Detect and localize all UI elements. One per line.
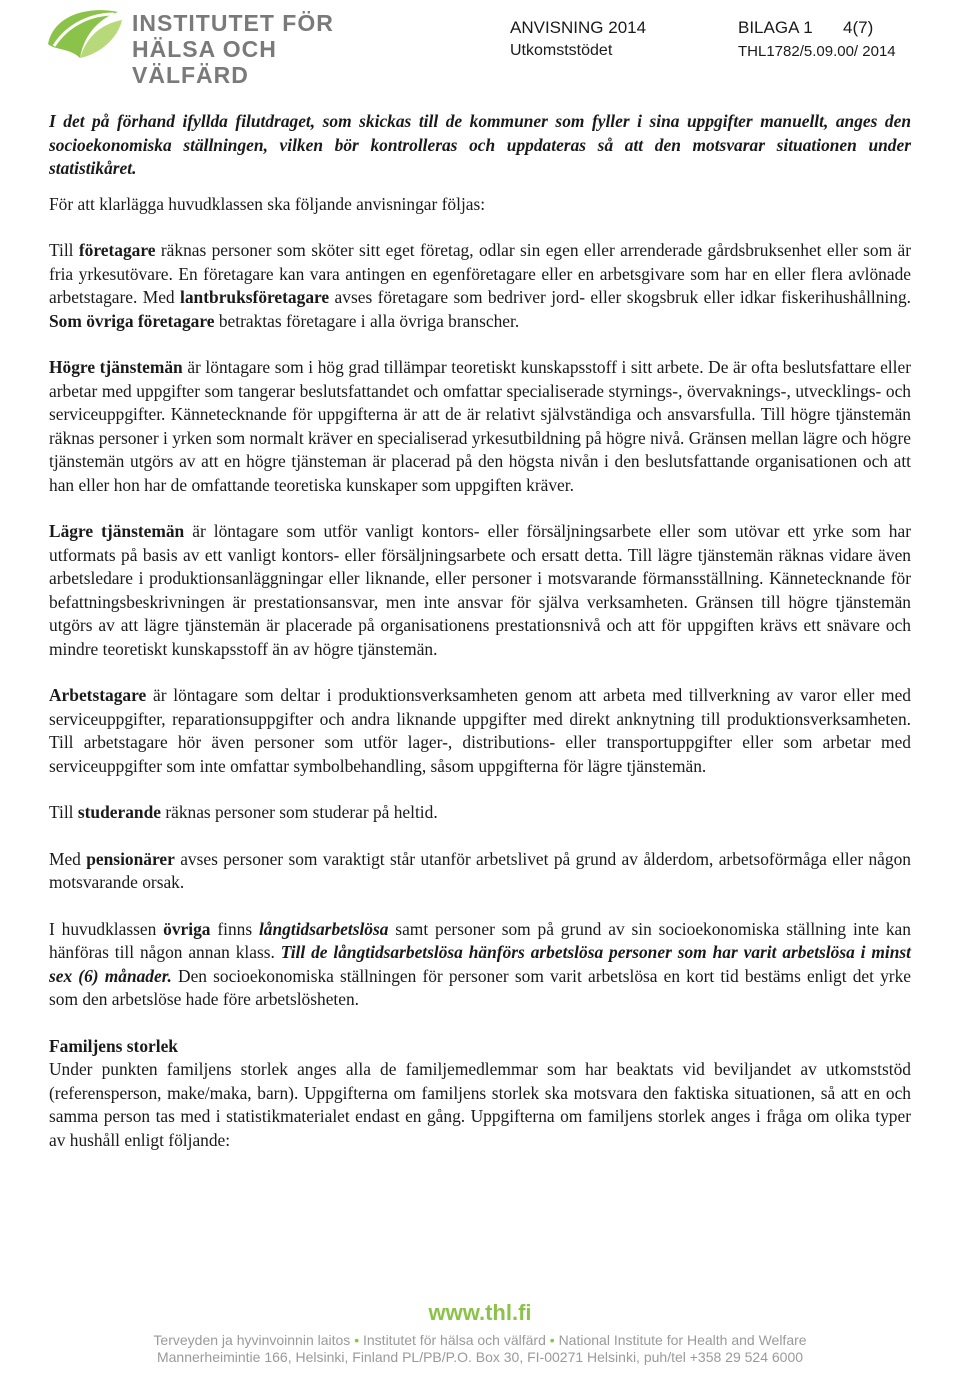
page-number: 4(7) xyxy=(843,18,874,37)
term-foretagare: företagare xyxy=(78,240,156,260)
leaf-logo-icon xyxy=(40,4,130,66)
footer-url: www.thl.fi xyxy=(428,1300,532,1325)
doc-type: ANVISNING 2014 xyxy=(510,18,647,37)
paragraph-lagre-tjanstemän: Lägre tjänstemän är löntagare som utför vanligt kontors- eller försäljningsarbete eller som utövar ett yrke som har utformats på basis av ett vanligt kontors- eller försäljningsarbete och ersatt detta. Till lägre tjänstemän räknas vidare även arbetsledare i produktionsanläggningar eller liknande, eller personer i motsvarande förmansställning. Kännetecknande för befattningsbeskrivningen är prestationsansvar, men inte ansvar för själva verksamheten. Gränsen till högre tjänstemän utgörs av att lägre tjänstemän är placerade på organisationens prestationsnivå och att för uppgiften krävs ett snävare och mindre teoretiskt kunskapsstoff än av högre tjänstemän. xyxy=(49,521,912,659)
term-arbetstagare: Arbetstagare xyxy=(49,685,147,705)
paragraph-pensionarer: Med pensionärer avses personer som varaktigt står utanför arbetslivet på grund av ålderdom, arbetsoförmåga eller någon motsvarande orsak. xyxy=(49,848,911,892)
document-body xyxy=(49,110,911,1152)
page-footer xyxy=(0,1300,960,1366)
logo-line-2: HÄLSA OCH VÄLFÄRD xyxy=(132,36,277,88)
intro-paragraph: I det på förhand ifyllda filutdraget, som skickas till de kommuner som fyller i sina uppgifter manuellt, anges den socioekonomiska ställningen, vilken bör kontrolleras och uppdateras så att den motsvarar situationen under statistikåret. xyxy=(49,111,911,178)
logo-wordmark xyxy=(132,10,380,88)
term-hogre-tjanstemän: Högre tjänstemän xyxy=(49,357,183,377)
rule-langtidsarbetslosa: Till de långtidsarbetslösa hänförs arbetslösa personer som har varit arbetslösa i minst sex (6) månader. xyxy=(49,942,911,986)
paragraph-ovriga: I huvudklassen övriga finns långtidsarbetslösa samt personer som på grund av sin socioekonomiska ställning inte kan hänföras till någon annan klass. Till de långtidsarbetslösa hänförs arbetslösa personer som har varit arbetslösa i minst sex (6) månader. Den socioekonomiska ställningen för personer som varit arbetslösa en kort tid bestäms enligt det yrke som den arbetslöse hade före arbetslösheten. xyxy=(49,918,911,1009)
term-ovriga: övriga xyxy=(163,918,211,939)
paragraph-foretagare: Till företagare räknas personer som sköter sitt eget företag, odlar sin egen eller arrenderade gårdsbruksenhet eller som är fria yrkesutövare. En företagare kan vara antingen en egenföretagare eller en arbetsgivare som har en eller flera avlönade arbetstagare. Med lantbruksföretagare avses företagare som bedriver jord- eller skogsbruk eller idkar fiskerihushållning. Som övriga företagare betraktas företagare i alla övriga branscher. xyxy=(49,240,911,331)
paragraph-arbetstagare: Arbetstagare är löntagare som deltar i produktionsverksamheten genom att arbeta med tillverkning av varor eller med serviceuppgifter, reparationsuppgifter och andra liknande uppgifter med direkt anknytning till produktionsverksamheten. Till arbetstagare hör även personer som utför lager-, distributions- eller transportuppgifter eller som arbetar med serviceuppgifter som inte omfattar symbolbehandling, såsom uppgifterna för lägre tjänstemän. xyxy=(49,685,911,776)
paragraph-familjens-storlek: Under punkten familjens storlek anges alla de familjemedlemmar som har beaktats vid beviljandet av utkomststöd (referensperson, make/maka, barn). Uppgifterna om familjens storlek ska motsvara den faktiska situationen, så att en och samma person tas med i statistikmaterialet endast en gång. Uppgifterna om familjens storlek anges i fråga om olika typer av hushåll enligt följande: xyxy=(49,1059,911,1150)
doc-reference: THL1782/5.09.00/ 2014 xyxy=(738,43,896,60)
attachment-label: BILAGA 1 xyxy=(738,18,813,37)
term-langtidsarbetslosa: långtidsarbetslösa xyxy=(258,918,389,939)
paragraph-studerande: Till studerande räknas personer som studerar på heltid. xyxy=(49,802,438,822)
term-studerande: studerande xyxy=(77,802,161,822)
term-ovriga-foretagare: Som övriga företagare xyxy=(49,310,215,331)
instructions-lead: För att klarlägga huvudklassen ska följande anvisningar följas: xyxy=(49,193,486,214)
page-header xyxy=(0,0,960,88)
header-meta xyxy=(510,18,910,66)
footer-address: Mannerheimintie 166, Helsinki, Finland PL/PB/P.O. Box 30, FI-00271 Helsinki, puh/tel +358 29 524 6000 xyxy=(156,1349,804,1365)
term-pensionarer: pensionärer xyxy=(86,848,175,869)
footer-org-line: Terveyden ja hyvinvoinnin laitos • Institutet för hälsa och välfärd • National Institute for Health and Welfare xyxy=(153,1332,807,1348)
term-lagre-tjanstemän: Lägre tjänstemän xyxy=(49,521,185,541)
doc-subject: Utkomststödet xyxy=(510,42,613,59)
logo-line-1: INSTITUTET FÖR xyxy=(132,10,334,36)
thl-logo xyxy=(40,4,380,88)
section-heading-familjens-storlek: Familjens storlek xyxy=(49,1035,178,1056)
term-lantbruksforetagare: lantbruksföretagare xyxy=(180,287,330,307)
paragraph-hogre-tjanstemän: Högre tjänstemän är löntagare som i hög grad tillämpar teoretiskt kunskapsstoff i sitt arbete. De är ofta beslutsfattare eller arbetar med uppgifter som tangerar beslutsfattandet och omfattar specialiserade styrnings-, övervaknings-, utvecklings- och serviceuppgifter. Kännetecknande för uppgifterna är att de är relativt självständiga och ansvarsfulla. Till högre tjänstemän räknas personer i yrken som normalt kräver en specialiserad yrkesutbildning på högre nivå. Gränsen mellan lägre och högre tjänstemän utgörs av att en högre tjänsteman är placerad på den högsta nivån i den beslutsfattande organisationen och att han eller hon har de omfattande teoretiska kunskaper som uppgiften kräver. xyxy=(49,357,911,495)
